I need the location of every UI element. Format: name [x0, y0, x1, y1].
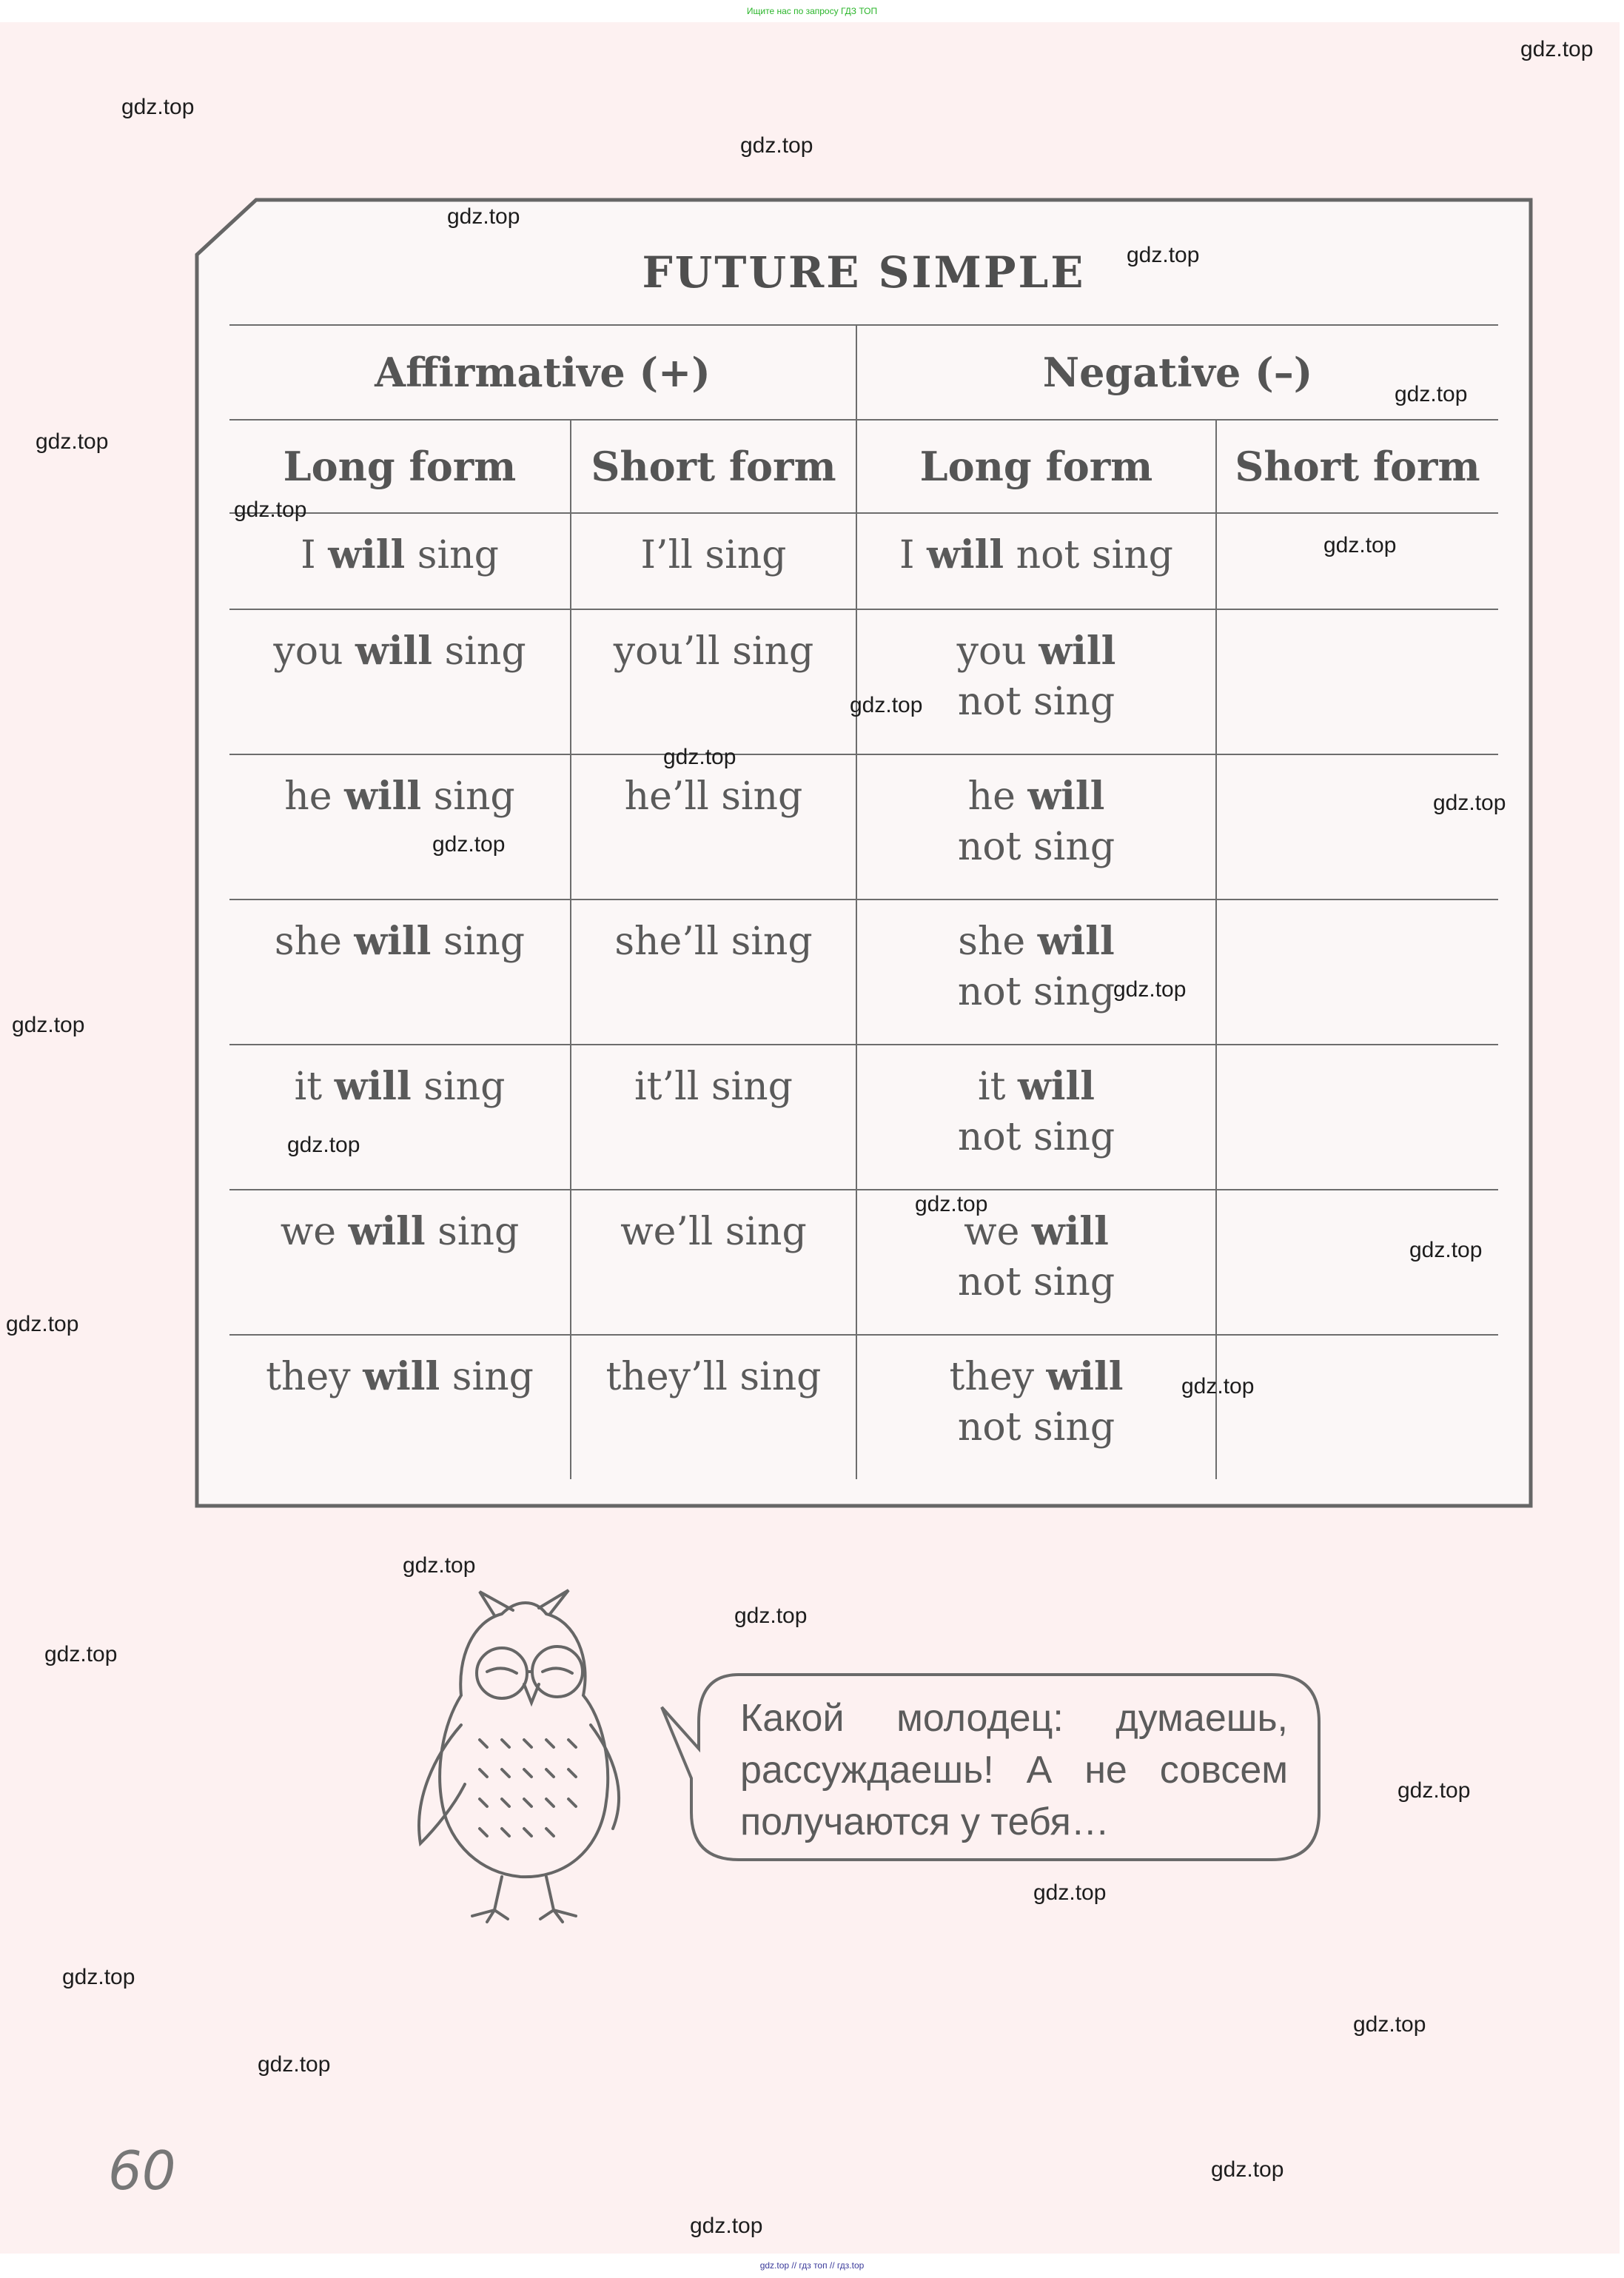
watermark: gdz.top: [850, 693, 923, 717]
watermark: gdz.top: [740, 133, 813, 158]
watermark: gdz.top: [1409, 1238, 1483, 1262]
top-banner[interactable]: Ищите нас по запросу ГДЗ ТОП: [0, 0, 1624, 22]
neg-short-cell: [1216, 513, 1498, 609]
neg-long-cell: you will not sing: [856, 609, 1216, 754]
neg-short-form-header: Short form: [1216, 420, 1498, 513]
watermark: gdz.top: [287, 1133, 360, 1157]
speech-bubble-text: Какой молодец: думаешь, рассуждаешь! А не совсем получаются у тебя…: [740, 1697, 1288, 1843]
table-row: [229, 513, 1498, 609]
watermark: gdz.top: [12, 1013, 85, 1037]
aff-long-form-header: Long form: [229, 420, 571, 513]
watermark: gdz.top: [258, 2052, 331, 2077]
aff-short-cell: you’ll sing: [571, 609, 856, 754]
aff-short-cell: he’ll sing: [571, 754, 856, 900]
aff-short-form-header: Short form: [571, 420, 856, 513]
neg-long-form-header: Long form: [856, 420, 1216, 513]
aff-short-cell: we’ll sing: [571, 1190, 856, 1335]
watermark: gdz.top: [734, 1604, 808, 1628]
page-edge: [1620, 22, 1624, 2254]
watermark: gdz.top: [1033, 1880, 1107, 1905]
watermark: gdz.top: [403, 1553, 476, 1578]
watermark: gdz.top: [1520, 37, 1594, 61]
negative-header: Negative (–): [856, 325, 1498, 420]
affirmative-header: Affirmative (+): [229, 325, 856, 420]
table-row: [229, 1335, 1498, 1479]
neg-long-cell: it will not sing: [856, 1045, 1216, 1190]
header-row-group: [229, 325, 1498, 420]
neg-short-cell: [1216, 1335, 1498, 1479]
watermark: gdz.top: [690, 2214, 763, 2238]
watermark: gdz.top: [1211, 2157, 1284, 2182]
watermark: gdz.top: [121, 95, 195, 119]
aff-long-cell: they will sing: [229, 1335, 571, 1479]
table-row: [229, 900, 1498, 1045]
aff-long-cell: she will sing: [229, 900, 571, 1045]
table-row: [229, 1045, 1498, 1190]
aff-long-cell: I will sing: [229, 513, 571, 609]
watermark: gdz.top: [1395, 382, 1468, 406]
watermark: gdz.top: [1323, 533, 1397, 557]
aff-long-cell: we will sing: [229, 1190, 571, 1335]
watermark: gdz.top: [663, 745, 736, 769]
aff-short-cell: she’ll sing: [571, 900, 856, 1045]
future-simple-table: [229, 324, 1498, 1479]
page-number: 60: [108, 2140, 176, 2202]
watermark: gdz.top: [44, 1642, 118, 1666]
watermark: gdz.top: [1113, 977, 1187, 1002]
neg-long-cell: they will not sing: [856, 1335, 1216, 1479]
owl-illustration: [391, 1584, 657, 1925]
neg-long-cell: we will not sing: [856, 1190, 1216, 1335]
watermark: gdz.top: [6, 1312, 79, 1336]
neg-long-cell: she will not sing: [856, 900, 1216, 1045]
watermark: gdz.top: [447, 204, 520, 229]
neg-short-cell: [1216, 754, 1498, 900]
watermark: gdz.top: [1181, 1374, 1255, 1398]
watermark: gdz.top: [915, 1192, 988, 1216]
watermark: gdz.top: [1397, 1778, 1471, 1803]
aff-long-cell: you will sing: [229, 609, 571, 754]
aff-long-cell: it will sing: [229, 1045, 571, 1190]
watermark: gdz.top: [62, 1965, 135, 1989]
table-row: [229, 609, 1498, 754]
table-title: FUTURE SIMPLE: [642, 247, 1086, 298]
table-row: [229, 1190, 1498, 1335]
watermark: gdz.top: [234, 498, 307, 522]
bottom-banner[interactable]: gdz.top // гдз топ // гдз.top: [0, 2254, 1624, 2278]
neg-long-cell: I will not sing: [856, 513, 1216, 609]
watermark: gdz.top: [1127, 243, 1200, 267]
watermark: gdz.top: [36, 429, 109, 454]
aff-short-cell: it’ll sing: [571, 1045, 856, 1190]
watermark: gdz.top: [1353, 2012, 1426, 2037]
neg-long-cell: he will not sing: [856, 754, 1216, 900]
aff-short-cell: they’ll sing: [571, 1335, 856, 1479]
watermark: gdz.top: [1433, 791, 1506, 815]
neg-short-cell: [1216, 1045, 1498, 1190]
watermark: gdz.top: [432, 832, 506, 857]
table-row: [229, 754, 1498, 900]
aff-short-cell: I’ll sing: [571, 513, 856, 609]
future-simple-card: [194, 197, 1534, 1509]
neg-short-cell: [1216, 609, 1498, 754]
header-row-forms: [229, 420, 1498, 513]
aff-long-cell: he will sing: [229, 754, 571, 900]
neg-short-cell: [1216, 900, 1498, 1045]
